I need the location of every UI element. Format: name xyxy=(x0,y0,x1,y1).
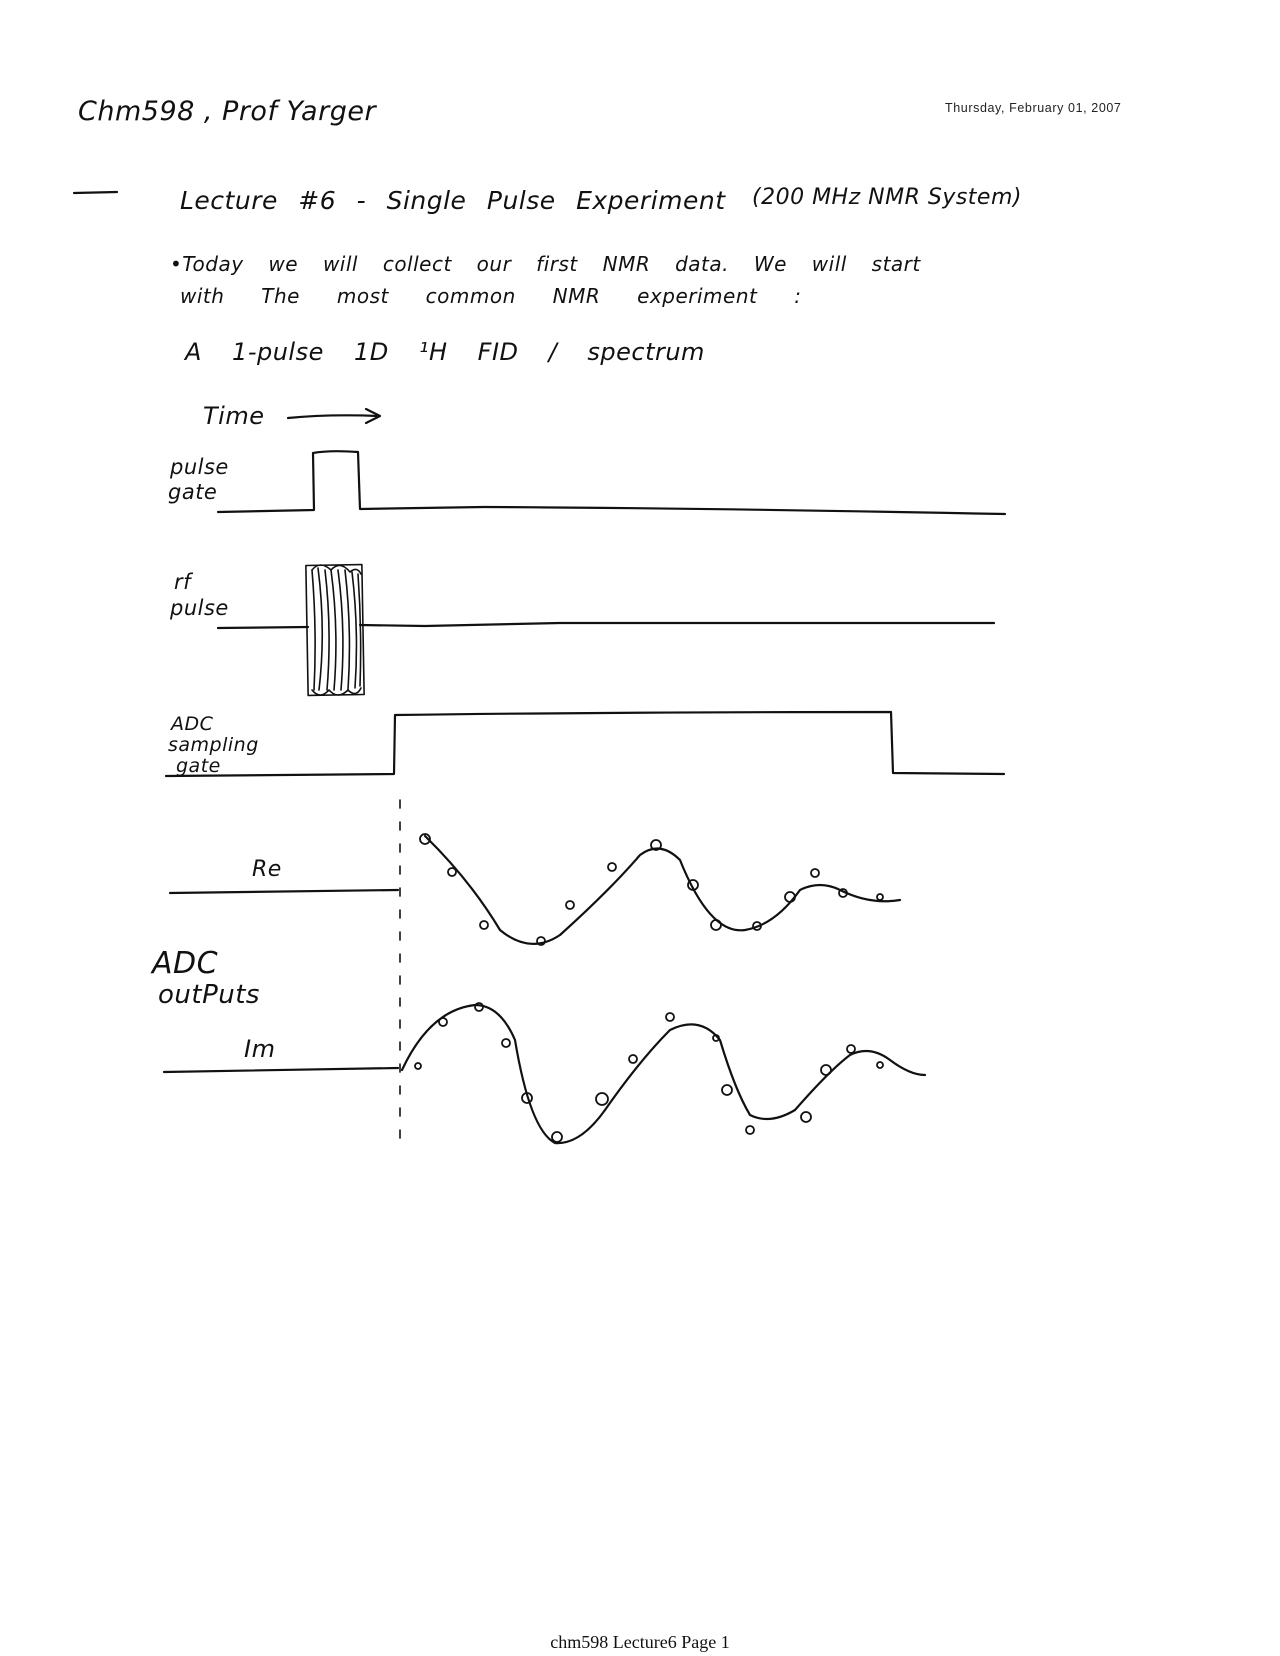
rf-pulse-trace xyxy=(218,565,994,696)
pulse-gate-label-2: gate xyxy=(168,480,218,504)
page-date: Thursday, February 01, 2007 xyxy=(945,101,1122,115)
adc-outputs-label-1: ADC xyxy=(152,946,219,981)
intro-line-2: with The most common NMR experiment : xyxy=(180,284,802,308)
header-dash xyxy=(74,192,117,193)
adc-gate-label-1: ADC xyxy=(171,713,214,735)
adc-gate-label-3: gate xyxy=(176,755,221,777)
pulse-gate-label-1: pulse xyxy=(170,455,229,479)
course-header: Chm598 , Prof Yarger xyxy=(78,96,377,127)
time-label: Time xyxy=(203,402,265,430)
im-sample-points xyxy=(415,1003,883,1142)
adc-outputs-label-2: outPuts xyxy=(158,980,260,1010)
pulse-gate-trace xyxy=(218,451,1005,514)
adc-gate-trace xyxy=(166,712,1004,776)
adc-gate-label-2: sampling xyxy=(168,734,259,756)
time-arrow xyxy=(288,409,380,423)
rf-pulse-label-2: pulse xyxy=(170,596,229,620)
im-label: Im xyxy=(244,1035,276,1063)
re-sample-points xyxy=(420,834,883,945)
re-signal xyxy=(425,836,900,944)
re-baseline xyxy=(170,890,398,893)
re-label: Re xyxy=(252,857,282,882)
experiment-line: A 1-pulse 1D ¹H FID / spectrum xyxy=(185,338,705,366)
page-footer: chm598 Lecture6 Page 1 xyxy=(550,1632,730,1652)
im-baseline xyxy=(164,1068,398,1072)
rf-pulse-label-1: rf xyxy=(174,570,192,594)
lecture-title: Lecture #6 - Single Pulse Experiment xyxy=(180,186,726,215)
lecture-system: (200 MHz NMR System) xyxy=(752,185,1022,210)
im-signal xyxy=(402,1005,925,1143)
intro-line-1: •Today we will collect our first NMR data. We will start xyxy=(170,252,921,276)
